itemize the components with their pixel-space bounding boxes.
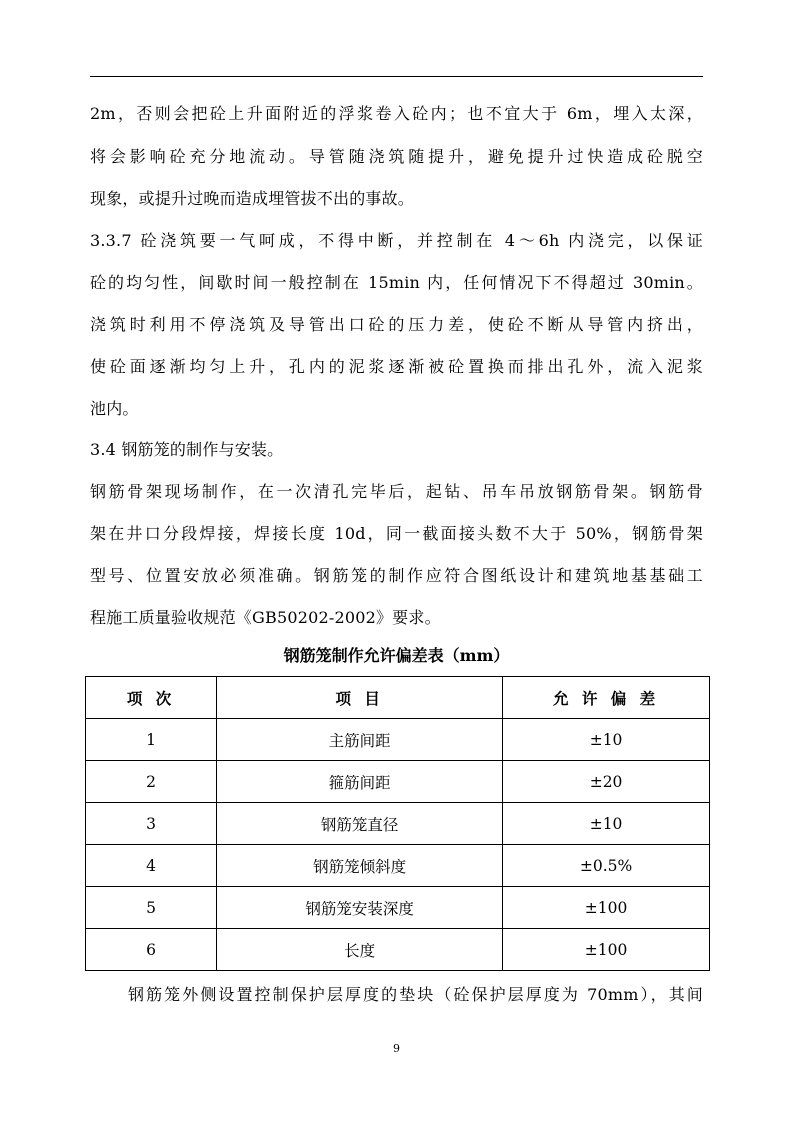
cell-number: 1 <box>86 719 217 761</box>
paragraph-line: 钢筋骨架现场制作，在一次清孔完毕后，起钻、吊车吊放钢筋骨架。钢筋骨 <box>90 482 703 501</box>
section-heading-3-4: 3.4 钢筋笼的制作与安装。 <box>90 440 284 459</box>
paragraph-line: 砼的均匀性，间歇时间一般控制在 15min 内，任何情况下不得超过 30min。 <box>90 273 703 292</box>
closing-paragraph-line: 钢筋笼外侧设置控制保护层厚度的垫块（砼保护层厚度为 70mm），其间 <box>128 985 703 1004</box>
cell-number: 6 <box>86 929 217 971</box>
table-row <box>86 929 710 971</box>
paragraph-line: 2m，否则会把砼上升面附近的浮浆卷入砼内；也不宜大于 6m，埋入太深， <box>90 104 703 123</box>
cell-item: 钢筋笼直径 <box>217 803 503 845</box>
cell-item: 钢筋笼倾斜度 <box>217 845 503 887</box>
table-row <box>86 803 710 845</box>
cell-tolerance: ±100 <box>503 929 710 971</box>
cell-item: 长度 <box>217 929 503 971</box>
cell-tolerance: ±100 <box>503 887 710 929</box>
header-tolerance: 允 许 偏 差 <box>503 677 710 719</box>
paragraph-line: 程施工质量验收规范《GB50202-2002》要求。 <box>90 608 441 627</box>
cell-number: 5 <box>86 887 217 929</box>
paragraph-line: 池内。 <box>90 399 139 418</box>
cell-tolerance: ±20 <box>503 761 710 803</box>
cell-item: 钢筋笼安装深度 <box>217 887 503 929</box>
cell-item: 箍筋间距 <box>217 761 503 803</box>
paragraph-line: 使砼面逐渐均匀上升，孔内的泥浆逐渐被砼置换而排出孔外，流入泥浆 <box>90 357 703 376</box>
paragraph-line: 将会影响砼充分地流动。导管随浇筑随提升，避免提升过快造成砼脱空 <box>90 147 703 166</box>
cell-number: 2 <box>86 761 217 803</box>
table-row <box>86 761 710 803</box>
paragraph-line: 现象，或提升过晚而造成埋管拔不出的事故。 <box>90 189 415 208</box>
cell-tolerance: ±0.5% <box>503 845 710 887</box>
cell-tolerance: ±10 <box>503 719 710 761</box>
paragraph-line: 型号、位置安放必须准确。钢筋笼的制作应符合图纸设计和建筑地基基础工 <box>90 566 703 585</box>
cell-tolerance: ±10 <box>503 803 710 845</box>
page-number: 9 <box>393 1042 400 1055</box>
cell-number: 3 <box>86 803 217 845</box>
section-3-3-7-line: 3.3.7 砼浇筑要一气呵成，不得中断，并控制在 4～6h 内浇完，以保证 <box>90 231 703 250</box>
header-item: 项 目 <box>217 677 503 719</box>
tolerance-table <box>85 676 710 971</box>
header-item-number: 项 次 <box>86 677 217 719</box>
table-header-row <box>86 677 710 719</box>
table-row <box>86 719 710 761</box>
table-row <box>86 845 710 887</box>
table-row <box>86 887 710 929</box>
cell-item: 主筋间距 <box>217 719 503 761</box>
header-rule <box>90 76 703 77</box>
paragraph-line: 架在井口分段焊接，焊接长度 10d，同一截面接头数不大于 50%，钢筋骨架 <box>90 524 703 543</box>
cell-number: 4 <box>86 845 217 887</box>
table-title: 钢筋笼制作允许偏差表（mm） <box>283 646 510 665</box>
paragraph-line: 浇筑时利用不停浇筑及导管出口砼的压力差，使砼不断从导管内挤出， <box>90 315 703 334</box>
